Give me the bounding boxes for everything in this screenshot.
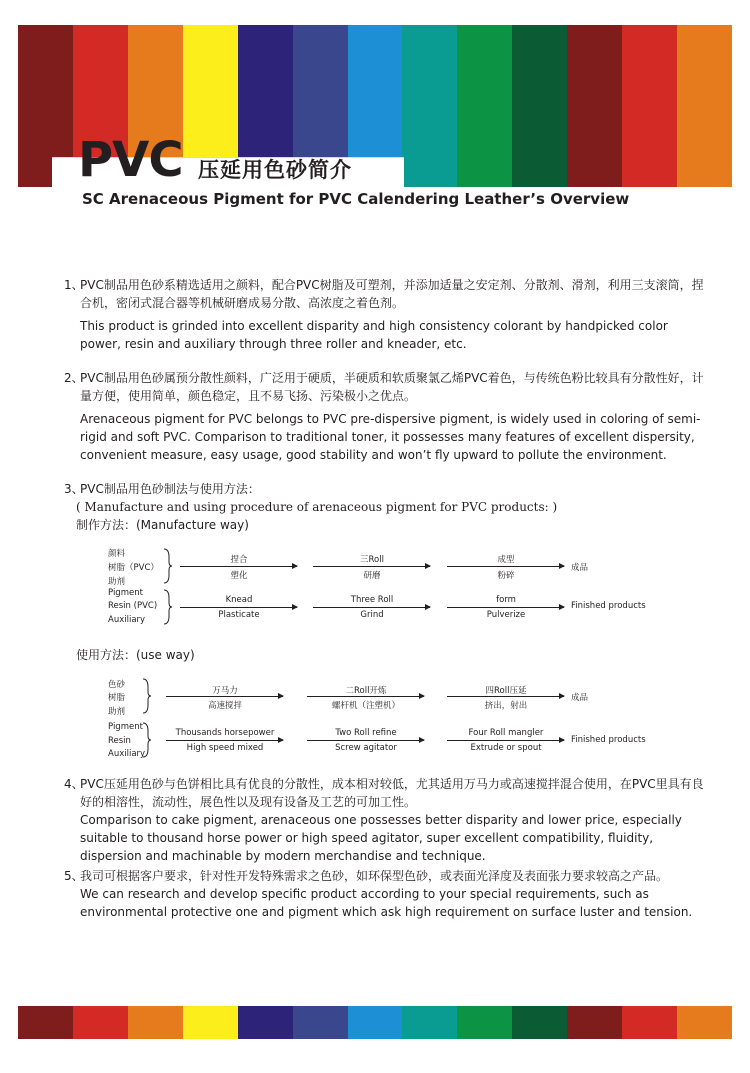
- stripe: [402, 25, 457, 187]
- step-top: 万马力: [212, 686, 238, 696]
- usage-heading: 使用方法：(use way): [76, 648, 195, 662]
- step-top: Four Roll mangler: [468, 728, 544, 738]
- title-pvc: PVC: [78, 132, 183, 188]
- section-number: 1、: [64, 278, 84, 292]
- brace-icon: [142, 678, 152, 714]
- arrow-icon: [166, 740, 283, 741]
- stripe: [677, 25, 732, 187]
- section-3: [64, 480, 704, 498]
- stripe: [512, 1006, 567, 1039]
- section-3-subtitle: ( Manufacture and using procedure of arenaceous pigment for PVC products: ): [76, 500, 558, 514]
- section-number: 4、: [64, 777, 84, 791]
- section-number: 5、: [64, 869, 84, 883]
- bottom-color-bars: [18, 1006, 732, 1039]
- stripe: [183, 1006, 238, 1039]
- section-text-en: Comparison to cake pigment, arenaceous one possesses better disparity and lower price, especially suitable to thousand horse power or high speed agitator, super excellent compatibility, fluidity, dispersion and machinable by modern merchandise and technique.: [80, 813, 682, 863]
- title-chinese: 压延用色砂简介: [198, 158, 352, 182]
- section-4: [64, 775, 704, 865]
- arrow-icon: [447, 607, 564, 608]
- input-label: 树脂: [108, 693, 126, 703]
- arrow-icon: [166, 696, 283, 697]
- step-bottom: Extrude or spout: [470, 743, 542, 753]
- section-2: [64, 369, 704, 464]
- arrow-icon: [313, 607, 430, 608]
- input-label: 色砂: [108, 680, 126, 690]
- step-top: Three Roll: [350, 595, 394, 605]
- input-label: Auxiliary: [108, 749, 146, 759]
- stripe: [567, 25, 622, 187]
- stripe: [677, 1006, 732, 1039]
- step-bottom: 挤出，射出: [484, 701, 528, 711]
- section-text-en: Arenaceous pigment for PVC belongs to PVC pre-dispersive pigment, is widely used in coloring of semi-rigid and soft PVC. Comparison to traditional toner, it possesses many features of excellent dispersity, convenient measure, easy usage, good stability and won’t fly upward to pollute the environment.: [80, 412, 701, 462]
- step-bottom: 螺杆机（注塑机）: [331, 701, 400, 711]
- input-label: Pigment: [108, 722, 143, 732]
- stripe: [348, 1006, 403, 1039]
- stripe: [238, 1006, 293, 1039]
- section-text-en: This product is grinded into excellent disparity and high consistency colorant by handpicked color power, resin and auxiliary through three roller and kneader, etc.: [80, 319, 668, 351]
- input-label: Auxiliary: [108, 615, 146, 625]
- input-label: Pigment: [108, 588, 143, 598]
- step-top: form: [496, 595, 516, 605]
- stripe: [128, 1006, 183, 1039]
- section-text-en: We can research and develop specific product according to your special requirements, such as environmental protective one and pigment which ask high requirement on surface luster and tension.: [80, 887, 693, 919]
- section-text-cn: PVC制品用色砂属预分散性颜料，广泛用于硬质，半硬质和软质聚氯乙烯PVC着色，与传统色粉比较具有分散性好，计量方便，使用简单，颜色稳定，且不易飞扬、污染极小之优点。: [80, 371, 704, 403]
- section-text-cn: PVC压延用色砂与色饼相比具有优良的分散性，成本相对较低，尤其适用万马力或高速搅拌混合使用，在PVC里具有良好的相溶性，流动性，展色性以及现有设备及工艺的可加工性。: [80, 777, 704, 809]
- arrow-icon: [447, 566, 564, 567]
- result-label: 成品: [571, 563, 589, 573]
- section-1: [64, 276, 704, 353]
- step-bottom: Grind: [360, 610, 384, 620]
- step-top: Thousands horsepower: [175, 728, 275, 738]
- arrow-icon: [180, 607, 297, 608]
- stripe: [622, 25, 677, 187]
- input-label: Resin: [108, 736, 131, 746]
- input-label: 助剂: [108, 707, 126, 717]
- section-text-cn: PVC制品用色砂制法与使用方法：: [80, 482, 260, 496]
- step-top: Two Roll refine: [335, 728, 397, 738]
- step-top: 捏合: [230, 555, 248, 565]
- brace-icon: [163, 589, 173, 625]
- arrow-icon: [307, 740, 424, 741]
- stripe: [622, 1006, 677, 1039]
- input-label: 助剂: [108, 577, 126, 587]
- input-label: 树脂（PVC）: [108, 563, 159, 573]
- step-bottom: 粉碎: [497, 571, 515, 581]
- stripe: [567, 1006, 622, 1039]
- manufacture-heading: 制作方法：(Manufacture way): [76, 518, 249, 532]
- arrow-icon: [307, 696, 424, 697]
- arrow-icon: [313, 566, 430, 567]
- section-number: 3、: [64, 482, 84, 496]
- section-text-cn: PVC制品用色砂系精选适用之颜料，配合PVC树脂及可塑剂，并添加适量之安定剂、分散剂、滑剂，利用三支滚筒，捏合机，密闭式混合器等机械研磨成易分散、高浓度之着色剂。: [80, 278, 704, 310]
- brace-icon: [142, 722, 152, 758]
- brace-icon: [163, 548, 173, 584]
- section-text-cn: 我司可根据客户要求，针对性开发特殊需求之色砂，如环保型色砂，或表面光泽度及表面张力要求较高之产品。: [80, 869, 669, 883]
- arrow-icon: [447, 696, 564, 697]
- step-top: Knead: [225, 595, 253, 605]
- stripe: [18, 1006, 73, 1039]
- arrow-icon: [180, 566, 297, 567]
- arrow-icon: [447, 740, 564, 741]
- title-english: SC Arenaceous Pigment for PVC Calendering Leather’s Overview: [82, 190, 630, 208]
- step-bottom: Screw agitator: [335, 743, 397, 753]
- section-5: [64, 867, 704, 921]
- step-top: 四Roll压延: [485, 686, 527, 696]
- step-top: 二Roll开炼: [345, 686, 387, 696]
- stripe: [457, 25, 512, 187]
- step-bottom: 高速搅拌: [207, 701, 242, 711]
- stripe: [293, 1006, 348, 1039]
- step-bottom: High speed mixed: [186, 743, 264, 753]
- step-bottom: 塑化: [230, 571, 248, 581]
- input-label: 颜料: [108, 549, 126, 559]
- stripe: [402, 1006, 457, 1039]
- input-label: Resin (PVC): [108, 601, 158, 611]
- step-top: 成型: [497, 555, 515, 565]
- section-number: 2、: [64, 371, 84, 385]
- step-bottom: 研磨: [363, 571, 381, 581]
- result-label: Finished products: [571, 735, 646, 745]
- result-label: Finished products: [571, 601, 646, 611]
- step-bottom: Pulverize: [486, 610, 526, 620]
- step-bottom: Plasticate: [218, 610, 260, 620]
- stripe: [512, 25, 567, 187]
- stripe: [73, 1006, 128, 1039]
- result-label: 成品: [571, 693, 589, 703]
- stripe: [457, 1006, 512, 1039]
- step-top: 三Roll: [360, 555, 384, 565]
